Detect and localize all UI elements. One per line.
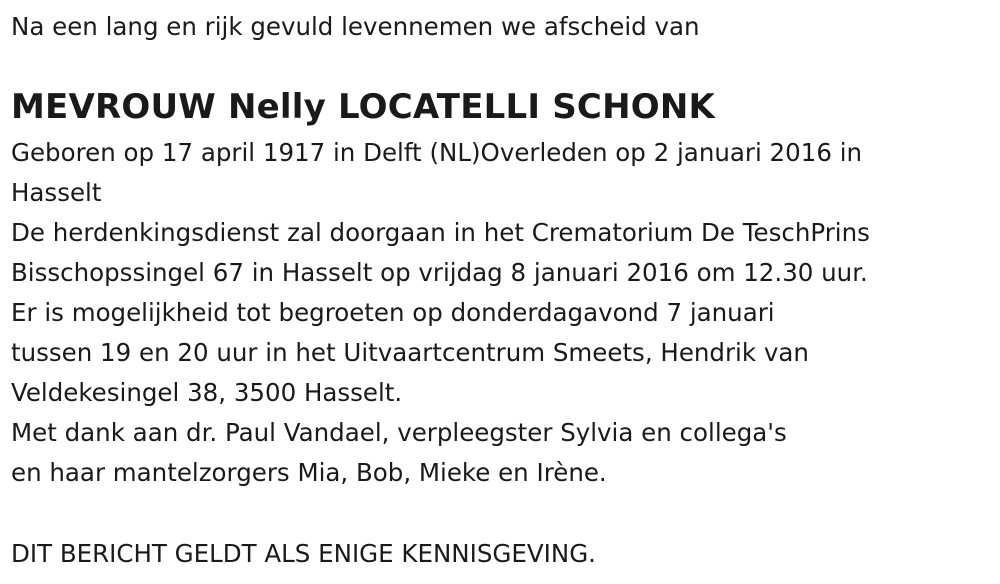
deceased-name: MEVROUW Nelly LOCATELLI SCHONK bbox=[11, 87, 716, 127]
birth-death-line: Geboren op 17 april 1917 in Delft (NL)Overleden op 2 januari 2016 in bbox=[11, 138, 863, 167]
caregivers-line: en haar mantelzorgers Mia, Bob, Mieke en Irène. bbox=[11, 458, 607, 487]
visitation-time-line: tussen 19 en 20 uur in het Uitvaartcentrum Smeets, Hendrik van bbox=[11, 338, 809, 367]
service-line: De herdenkingsdienst zal doorgaan in het Crematorium De TeschPrins bbox=[11, 218, 870, 247]
notice-body bbox=[11, 133, 870, 493]
visitation-address-line: Veldekesingel 38, 3500 Hasselt. bbox=[11, 378, 403, 407]
visitation-line: Er is mogelijkheid tot begroeten op donderdagavond 7 januari bbox=[11, 298, 775, 327]
notice-closing: DIT BERICHT GELDT ALS ENIGE KENNISGEVING. bbox=[11, 539, 596, 568]
thanks-line: Met dank aan dr. Paul Vandael, verpleegster Sylvia en collega's bbox=[11, 418, 787, 447]
notice-intro: Na een lang en rijk gevuld levennemen we afscheid van bbox=[11, 12, 700, 41]
death-place-line: Hasselt bbox=[11, 178, 102, 207]
service-address-line: Bisschopssingel 67 in Hasselt op vrijdag 8 januari 2016 om 12.30 uur. bbox=[11, 258, 868, 287]
